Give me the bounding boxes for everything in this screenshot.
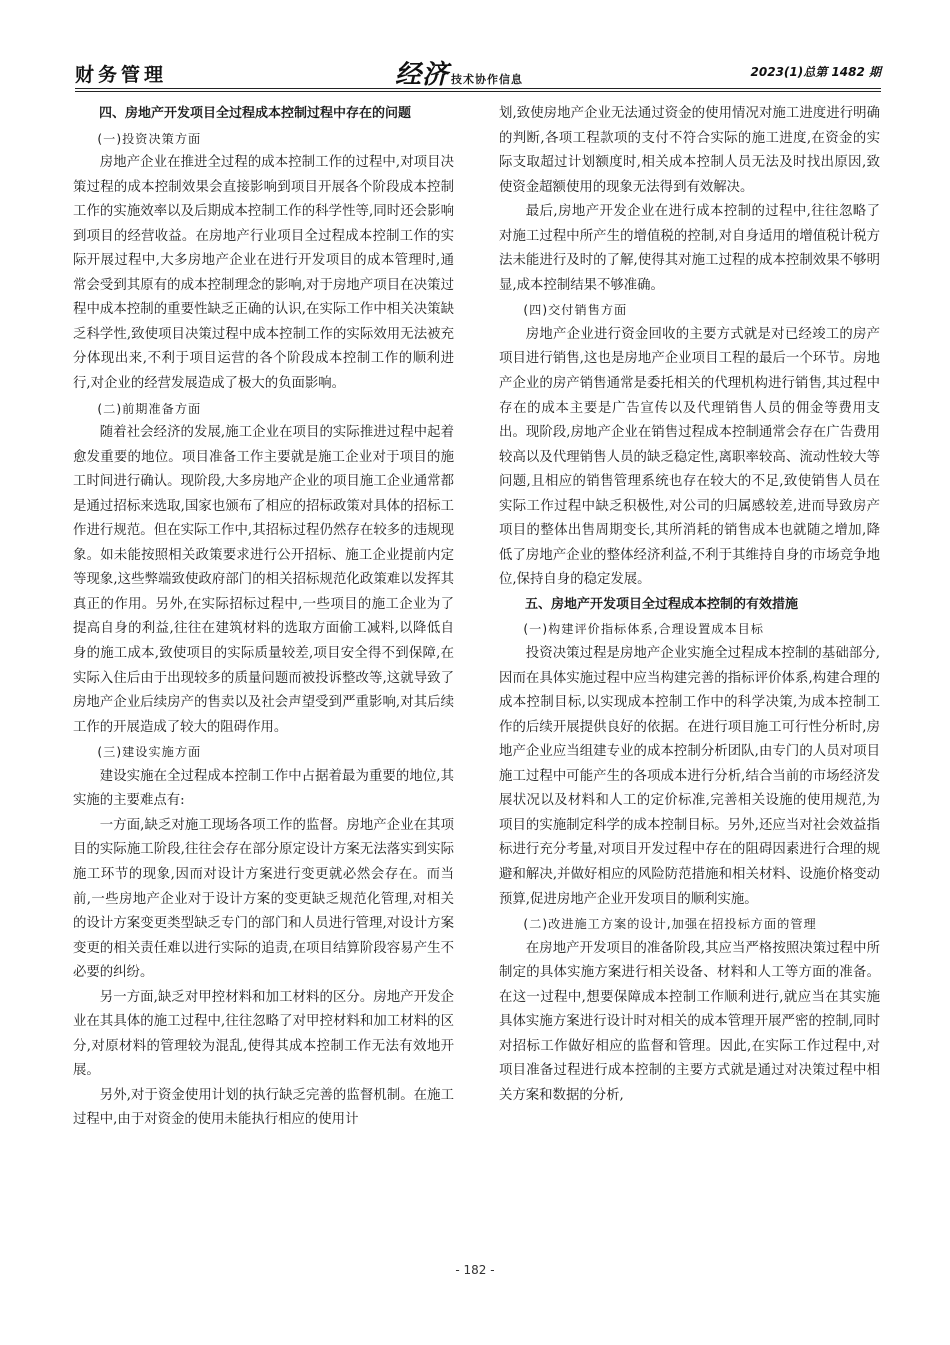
paragraph: 划,致使房地产企业无法通过资金的使用情况对施工进度进行明确的判断,各项工程款项的支付不符合实际的施工进度,在资金的实际支取超过计划额度时,相关成本控制人员无法及时找出原因,致使资金超额使用的现象无法得到有效解决。 bbox=[499, 106, 880, 195]
right-column bbox=[499, 102, 880, 1108]
page-number: - 182 - bbox=[455, 1263, 495, 1277]
paragraph: 房地产企业在推进全过程的成本控制工作的过程中,对项目决策过程的成本控制效果会直接影响到项目开展各个阶段成本控制工作的实施效率以及后期成本控制工作的科学性等,同时还会影响到项目的经营收益。在房地产行业项目全过程成本控制工作的实际开展过程中,大多房地产企业在进行开发项目的成本管理时,通常会受到其原有的成本控制理念的影响,对于房地产项目在决策过程中成本控制的重要性缺乏正确的认识,在实际工作中相关决策缺乏科学性,致使项目决策过程中成本控制工作的实际效用无法被充分体现出来,不利于项目运营的各个阶段成本控制工作的顺利进行,对企业的经营发展造成了极大的负面影响。 bbox=[73, 155, 454, 392]
subsection-heading: (三)建设实施方面 bbox=[97, 745, 202, 760]
subsection-heading: (四)交付销售方面 bbox=[523, 303, 628, 318]
subsection-heading: (一)构建评价指标体系,合理设置成本目标 bbox=[523, 622, 764, 637]
header-rule-top bbox=[75, 88, 881, 89]
section-title: 财务管理 bbox=[75, 64, 168, 86]
paragraph: 投资决策过程是房地产企业实施全过程成本控制的基础部分,因而在具体实施过程中应当构建完善的指标评价体系,构建合理的成本控制目标,以实现成本控制工作中的科学决策,为成本控制工作的后续开展提供良好的依据。在进行项目施工可行性分析时,房地产企业应当组建专业的成本控制分析团队,由专门的人员对项目施工过程中可能产生的各项成本进行分析,结合当前的市场经济发展状况以及材料和人工的定价标准,完善相关设施的使用规范,为项目的实施制定科学的成本控制目标。另外,还应当对社会效益指标进行充分考量,对项目开发过程中存在的阻碍因素进行合理的规避和解决,并做好相应的风险防范措施和相关材料、设施价格变动预算,促进房地产企业开发项目的顺利实施。 bbox=[499, 646, 880, 907]
page-header bbox=[75, 58, 881, 88]
subsection-heading: (一)投资决策方面 bbox=[97, 131, 202, 146]
paragraph: 建设实施在全过程成本控制工作中占据着最为重要的地位,其实施的主要难点有: bbox=[73, 768, 454, 809]
paragraph: 随着社会经济的发展,施工企业在项目的实际推进过程中起着愈发重要的地位。项目准备工作主要就是施工企业对于项目的施工时间进行确认。现阶段,大多房地产企业的项目施工企业通常都是通过招标来选取,国家也颁布了相应的招标政策对具体的招标工作进行规范。但在实际工作中,其招标过程仍然存在较多的违规现象。如未能按照相关政策要求进行公开招标、施工企业提前内定等现象,这些弊端致使政府部门的相关招标规范化政策难以发挥其真正的作用。另外,在实际招标过程中,一些项目的施工企业为了提高自身的利益,往往在建筑材料的选取方面偷工减料,以降低自身的施工成本,致使项目的实际质量较差,项目安全得不到保障,在实际入住后由于出现较多的质量问题而被投诉整改等,这就导致了房地产企业后续房产的售卖以及社会声望受到严重影响,对其后续工作的开展造成了较大的阻碍作用。 bbox=[73, 425, 454, 735]
section-heading: 四、房地产开发项目全过程成本控制过程中存在的问题 bbox=[99, 106, 412, 121]
paragraph: 在房地产开发项目的准备阶段,其应当严格按照决策过程中所制定的具体实施方案进行相关设备、材料和人工等方面的准备。在这一过程中,想要保障成本控制工作顺利进行,就应当在其实施具体实施方案进行设计时对相关的成本管理开展严密的控制,同时对招标工作做好相应的监督和管理。因此,在实际工作过程中,对项目准备过程进行成本控制的主要方式就是通过对决策过程中相关方案和数据的分析, bbox=[499, 940, 880, 1103]
journal-name: 技术协作信息 bbox=[451, 73, 524, 86]
subsection-heading: (二)改进施工方案的设计,加强在招投标方面的管理 bbox=[523, 917, 817, 932]
paragraph: 另外,对于资金使用计划的执行缺乏完善的监督机制。在施工过程中,由于对资金的使用未能执行相应的使用计 bbox=[73, 1087, 454, 1128]
paragraph: 最后,房地产开发企业在进行成本控制的过程中,往往忽略了对施工过程中所产生的增值税的控制,对自身适用的增值税计税方法未能进行及时的了解,使得其对施工过程的成本控制效果不够明显,成本控制结果不够准确。 bbox=[499, 204, 880, 293]
section-heading: 五、房地产开发项目全过程成本控制的有效措施 bbox=[525, 596, 799, 612]
left-column bbox=[73, 102, 454, 1133]
paragraph: 一方面,缺乏对施工现场各项工作的监督。房地产企业在其项目的实际施工阶段,往往会存在部分原定设计方案无法落实到实际施工环节的现象,因而对设计方案进行变更就必然会存在。而当前,一些房地产企业对于设计方案的变更缺乏规范化管理,对相关的设计方案变更类型缺乏专门的部门和人员进行管理,对设计方案变更的相关责任难以进行实际的追责,在项目结算阶段容易产生不必要的纠纷。 bbox=[73, 817, 454, 981]
paragraph: 另一方面,缺乏对甲控材料和加工材料的区分。房地产开发企业在其具体的施工过程中,往往忽略了对甲控材料和加工材料的区分,对原材料的管理较为混乱,使得其成本控制工作无法有效地开展。 bbox=[73, 989, 454, 1079]
issue-info: 2023(1)总第 1482 期 bbox=[750, 65, 881, 79]
paragraph: 房地产企业进行资金回收的主要方式就是对已经竣工的房产项目进行销售,这也是房地产企业项目工程的最后一个环节。房地产企业的房产销售通常是委托相关的代理机构进行销售,其过程中存在的成本主要是广告宣传以及代理销售人员的佣金等费用支出。现阶段,房地产企业在销售过程成本控制通常会存在广告费用较高以及代理销售人员的缺乏稳定性,离职率较高、流动性较大等问题,且相应的销售管理系统也存在较大的不足,致使销售人员在实际工作过程中缺乏积极性,对公司的归属感较差,进而导致房产项目的整体出售周期变长,其所消耗的销售成本也就随之增加,降低了房地产企业的整体经济利益,不利于其维持自身的市场竞争地位,保持自身的稳定发展。 bbox=[499, 326, 880, 588]
subsection-heading: (二)前期准备方面 bbox=[97, 401, 202, 416]
header-rule-bottom bbox=[75, 91, 881, 92]
journal-logo-mark: 经济 bbox=[395, 60, 450, 90]
journal-logo bbox=[395, 54, 523, 91]
